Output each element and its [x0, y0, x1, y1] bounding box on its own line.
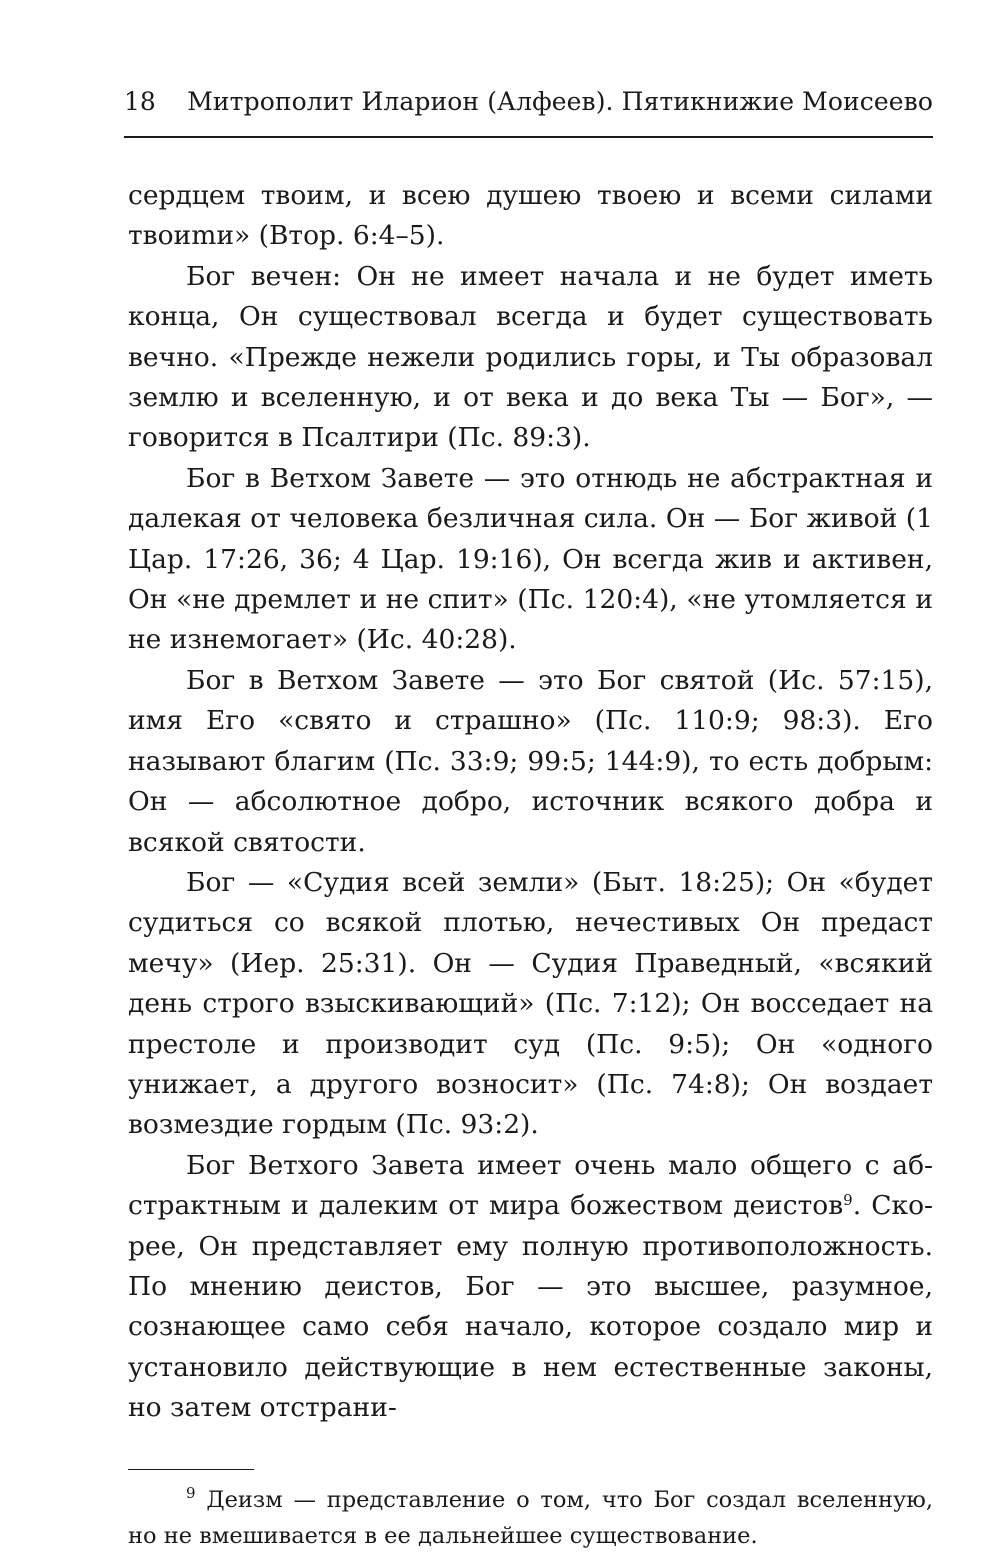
paragraph: сердцем твоим, и всею душею твоею и всеми силами твоиmи» (Втор. 6:4–5).	[128, 180, 933, 252]
footnote-text: Деизм — представление о том, что Бог создал вселенную, но не вмешивается в ее дальнейшее существование.	[128, 1486, 933, 1549]
paragraph-text: . Скорее, Он представляет ему полную противоположность. По мнению деистов, Бог — это высшее, разумное, сознающее само себя начало, которое создало мир и установило действующие в нем естественные законы, но затем отстрани-	[128, 1190, 933, 1424]
body-text	[128, 176, 933, 1429]
paragraph: Бог в Ветхом Завете — это Бог святой (Ис. 57:15), имя Его «свято и страшно» (Пс. 110:9; 98:3). Его называют благим (Пс. 33:9; 99:5; 144:9), то есть добрым: Он — абсолютное добро, источник всякого добра и всякой святости.	[128, 664, 933, 858]
book-page	[124, 82, 933, 1554]
paragraph: Бог — «Судия всей земли» (Быт. 18:25); Он «будет судиться со всякой плотью, нечестивых Он предаст мечу» (Иер. 25:31). Он — Судия Праведный, «всякий день строго взыскивающий» (Пс. 7:12); Он восседает на престоле и производит суд (Пс. 9:5); Он «одного унижает, а другого возносит» (Пс. 74:8); Он воздает возмездие гордым (Пс. 93:2).	[128, 866, 933, 1141]
page-number: 18	[124, 87, 156, 116]
footnote-divider	[128, 1469, 254, 1470]
paragraph-text: Бог Ветхого Завета имеет очень мало общего с абстрактным и далеким от мира божеством деистов	[128, 1149, 933, 1222]
running-title: Митрополит Иларион (Алфеев). Пятикнижие Моисеево	[187, 87, 933, 116]
paragraph	[128, 1146, 933, 1429]
footnote-marker: 9	[186, 1483, 196, 1502]
paragraph: Бог в Ветхом Завете — это отнюдь не абстрактная и далекая от человека безличная сила. Он — Бог живой (1 Цар. 17:26, 36; 4 Цар. 19:16), Он всегда жив и активен, Он «не дремлет и не спит» (Пс. 120:4), «не утомляется и не изнемогает» (Ис. 40:28).	[128, 462, 933, 656]
running-header	[124, 82, 933, 138]
paragraph: Бог вечен: Он не имеет начала и не будет иметь конца, Он существовал всегда и будет существовать вечно. «Прежде нежели родились горы, и Ты образовал землю и вселенную, и от века и до века Ты — Бог», — говорится в Псалтири (Пс. 89:3).	[128, 260, 933, 454]
footnote	[128, 1482, 933, 1554]
footnote-reference[interactable]: 9	[843, 1191, 853, 1210]
